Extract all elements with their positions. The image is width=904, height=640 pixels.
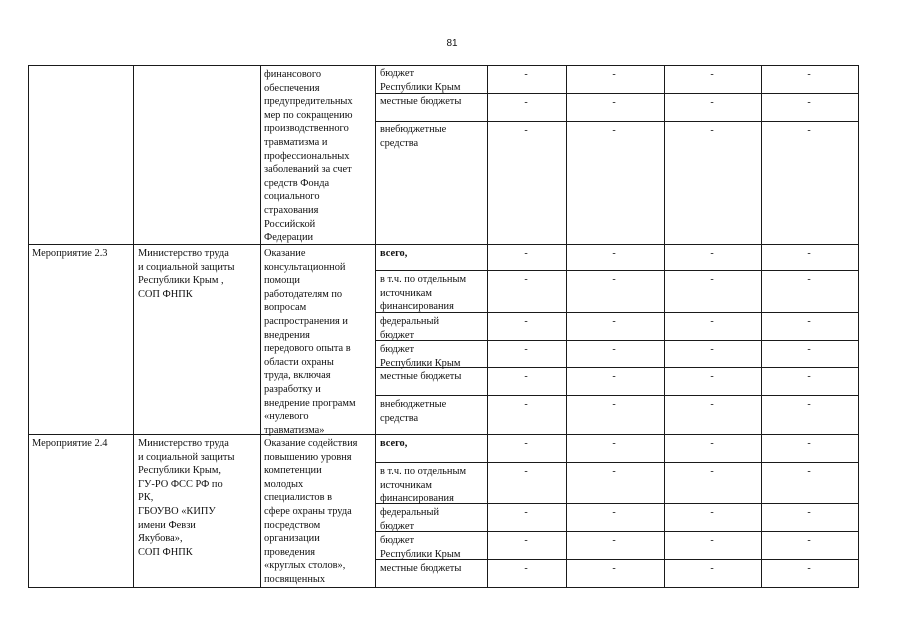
value-cell: -	[710, 399, 714, 410]
executor-cell: Республики Крым ,	[138, 275, 224, 287]
value-cell: -	[807, 248, 811, 259]
funding-source-label: внебюджетные	[380, 124, 447, 135]
value-cell: -	[807, 507, 811, 518]
value-cell: -	[612, 563, 616, 574]
value-cell: -	[612, 399, 616, 410]
measure-id: Мероприятие 2.3	[32, 248, 108, 259]
value-cell: -	[807, 466, 811, 477]
description-cell: помощи	[264, 275, 300, 287]
value-cell: -	[612, 438, 616, 449]
table-border	[375, 121, 859, 122]
executor-cell: имени Февзи	[138, 519, 196, 531]
funding-source-label: финансирования	[380, 493, 454, 505]
description-cell: Оказание	[264, 248, 306, 259]
funding-source-label: в т.ч. по отдельным	[380, 466, 467, 477]
table-border	[375, 395, 859, 396]
table-border	[28, 434, 859, 435]
description-cell: разработку и	[264, 384, 321, 395]
description-cell: распространения и	[264, 316, 348, 327]
table-border	[28, 65, 29, 588]
value-cell: -	[524, 399, 528, 410]
value-cell: -	[807, 399, 811, 410]
table-border	[375, 270, 859, 271]
value-cell: -	[710, 507, 714, 518]
table-border	[566, 65, 567, 588]
value-cell: -	[807, 344, 811, 355]
executor-cell: Министерство труда	[138, 248, 229, 259]
description-cell: «нулевого	[264, 411, 309, 423]
description-cell: страхования	[264, 205, 319, 216]
description-cell: предупредительных	[264, 96, 353, 108]
funding-source-label: источникам	[380, 479, 432, 491]
value-cell: -	[612, 466, 616, 477]
value-cell: -	[807, 438, 811, 449]
description-cell: средств Фонда	[264, 177, 330, 189]
executor-cell: Якубова»,	[138, 533, 183, 545]
description-cell: вопросам	[264, 302, 307, 314]
funding-source-label: Республики Крым	[380, 548, 461, 560]
table-border	[375, 340, 859, 341]
description-cell: повышению уровня	[264, 451, 352, 463]
table-border	[260, 65, 261, 588]
table-border	[28, 244, 859, 245]
value-cell: -	[524, 97, 528, 108]
description-cell: внедрение программ	[264, 397, 356, 409]
value-cell: -	[612, 248, 616, 259]
description-cell: «круглых столов»,	[264, 560, 346, 572]
value-cell: -	[524, 274, 528, 285]
value-cell: -	[612, 97, 616, 108]
funding-source-label: средства	[380, 137, 419, 149]
value-cell: -	[807, 316, 811, 327]
executor-cell: и социальной защиты	[138, 451, 235, 463]
value-cell: -	[612, 371, 616, 382]
description-cell: обеспечения	[264, 82, 320, 94]
value-cell: -	[710, 274, 714, 285]
value-cell: -	[710, 371, 714, 382]
value-cell: -	[524, 69, 528, 80]
description-cell: молодых	[264, 478, 304, 490]
executor-cell: Республики Крым,	[138, 465, 222, 477]
description-cell: консультационной	[264, 261, 346, 273]
description-cell: организации	[264, 533, 320, 545]
executor-cell: ГУ-РО ФСС РФ по	[138, 478, 223, 490]
value-cell: -	[524, 507, 528, 518]
description-cell: передового опыта в	[264, 343, 351, 355]
funding-source-label: источникам	[380, 287, 432, 299]
description-cell: специалистов в	[264, 492, 332, 504]
funding-source-label: в т.ч. по отдельным	[380, 274, 467, 285]
description-cell: заболеваний за счет	[264, 164, 352, 176]
funding-source-label: бюджет	[380, 535, 415, 546]
description-cell: Федерации	[264, 232, 314, 244]
table-border	[28, 587, 859, 588]
value-cell: -	[612, 69, 616, 80]
value-cell: -	[612, 344, 616, 355]
value-cell: -	[807, 563, 811, 574]
funding-source-label: всего,	[380, 248, 408, 259]
description-cell: работодателям по	[264, 288, 343, 300]
value-cell: -	[524, 466, 528, 477]
value-cell: -	[710, 248, 714, 259]
description-cell: мер по сокращению	[264, 109, 353, 121]
funding-source-label: местные бюджеты	[380, 371, 462, 382]
executor-cell: ГБОУВО «КИПУ	[138, 506, 216, 517]
table-border	[487, 65, 488, 588]
value-cell: -	[524, 563, 528, 574]
value-cell: -	[710, 438, 714, 449]
funding-source-label: бюджет	[380, 329, 415, 341]
measure-id: Мероприятие 2.4	[32, 438, 108, 449]
table-border	[375, 462, 859, 463]
value-cell: -	[710, 125, 714, 136]
value-cell: -	[807, 69, 811, 80]
value-cell: -	[710, 344, 714, 355]
value-cell: -	[710, 535, 714, 546]
funding-source-label: бюджет	[380, 520, 415, 532]
value-cell: -	[710, 563, 714, 574]
description-cell: компетенции	[264, 465, 322, 477]
value-cell: -	[807, 97, 811, 108]
table-border	[375, 65, 376, 588]
funding-source-label: Республики Крым	[380, 81, 461, 93]
value-cell: -	[710, 97, 714, 108]
description-cell: Оказание содействия	[264, 438, 358, 449]
description-cell: профессиональных	[264, 150, 350, 162]
description-cell: травматизма и	[264, 137, 328, 148]
executor-cell: и социальной защиты	[138, 261, 235, 273]
description-cell: области охраны	[264, 356, 334, 368]
value-cell: -	[612, 125, 616, 136]
value-cell: -	[524, 248, 528, 259]
funding-source-label: всего,	[380, 438, 408, 449]
funding-source-label: местные бюджеты	[380, 96, 462, 107]
page-number: 81	[446, 38, 458, 49]
value-cell: -	[524, 438, 528, 449]
value-cell: -	[524, 125, 528, 136]
value-cell: -	[710, 69, 714, 80]
table-border	[28, 65, 859, 66]
table-border	[761, 65, 762, 588]
value-cell: -	[807, 125, 811, 136]
executor-cell: СОП ФНПК	[138, 288, 193, 300]
funding-source-label: местные бюджеты	[380, 563, 462, 574]
executor-cell: СОП ФНПК	[138, 546, 193, 558]
value-cell: -	[612, 316, 616, 327]
value-cell: -	[524, 371, 528, 382]
description-cell: травматизма»	[264, 424, 325, 436]
funding-source-label: федеральный	[380, 507, 440, 518]
value-cell: -	[612, 535, 616, 546]
funding-source-label: бюджет	[380, 68, 415, 79]
value-cell: -	[612, 507, 616, 518]
value-cell: -	[807, 535, 811, 546]
description-cell: производственного	[264, 123, 349, 135]
funding-source-label: бюджет	[380, 344, 415, 355]
executor-cell: Министерство труда	[138, 438, 229, 449]
table-border	[664, 65, 665, 588]
value-cell: -	[524, 316, 528, 327]
description-cell: сфере охраны труда	[264, 506, 352, 517]
funding-source-label: Республики Крым	[380, 357, 461, 369]
value-cell: -	[524, 535, 528, 546]
value-cell: -	[807, 274, 811, 285]
value-cell: -	[524, 344, 528, 355]
description-cell: социального	[264, 191, 320, 203]
funding-source-label: внебюджетные	[380, 399, 447, 410]
executor-cell: РК,	[138, 492, 154, 504]
description-cell: внедрения	[264, 329, 310, 341]
table-border	[133, 65, 134, 588]
description-cell: финансового	[264, 69, 322, 80]
value-cell: -	[710, 466, 714, 477]
table-border	[858, 65, 859, 588]
description-cell: Российской	[264, 218, 316, 230]
value-cell: -	[710, 316, 714, 327]
funding-source-label: федеральный	[380, 316, 440, 327]
table-border	[375, 531, 859, 532]
value-cell: -	[807, 371, 811, 382]
description-cell: посредством	[264, 519, 321, 531]
funding-source-label: финансирования	[380, 301, 454, 313]
value-cell: -	[612, 274, 616, 285]
description-cell: проведения	[264, 546, 316, 558]
funding-source-label: средства	[380, 412, 419, 424]
description-cell: труда, включая	[264, 370, 331, 382]
description-cell: посвященных	[264, 574, 326, 585]
